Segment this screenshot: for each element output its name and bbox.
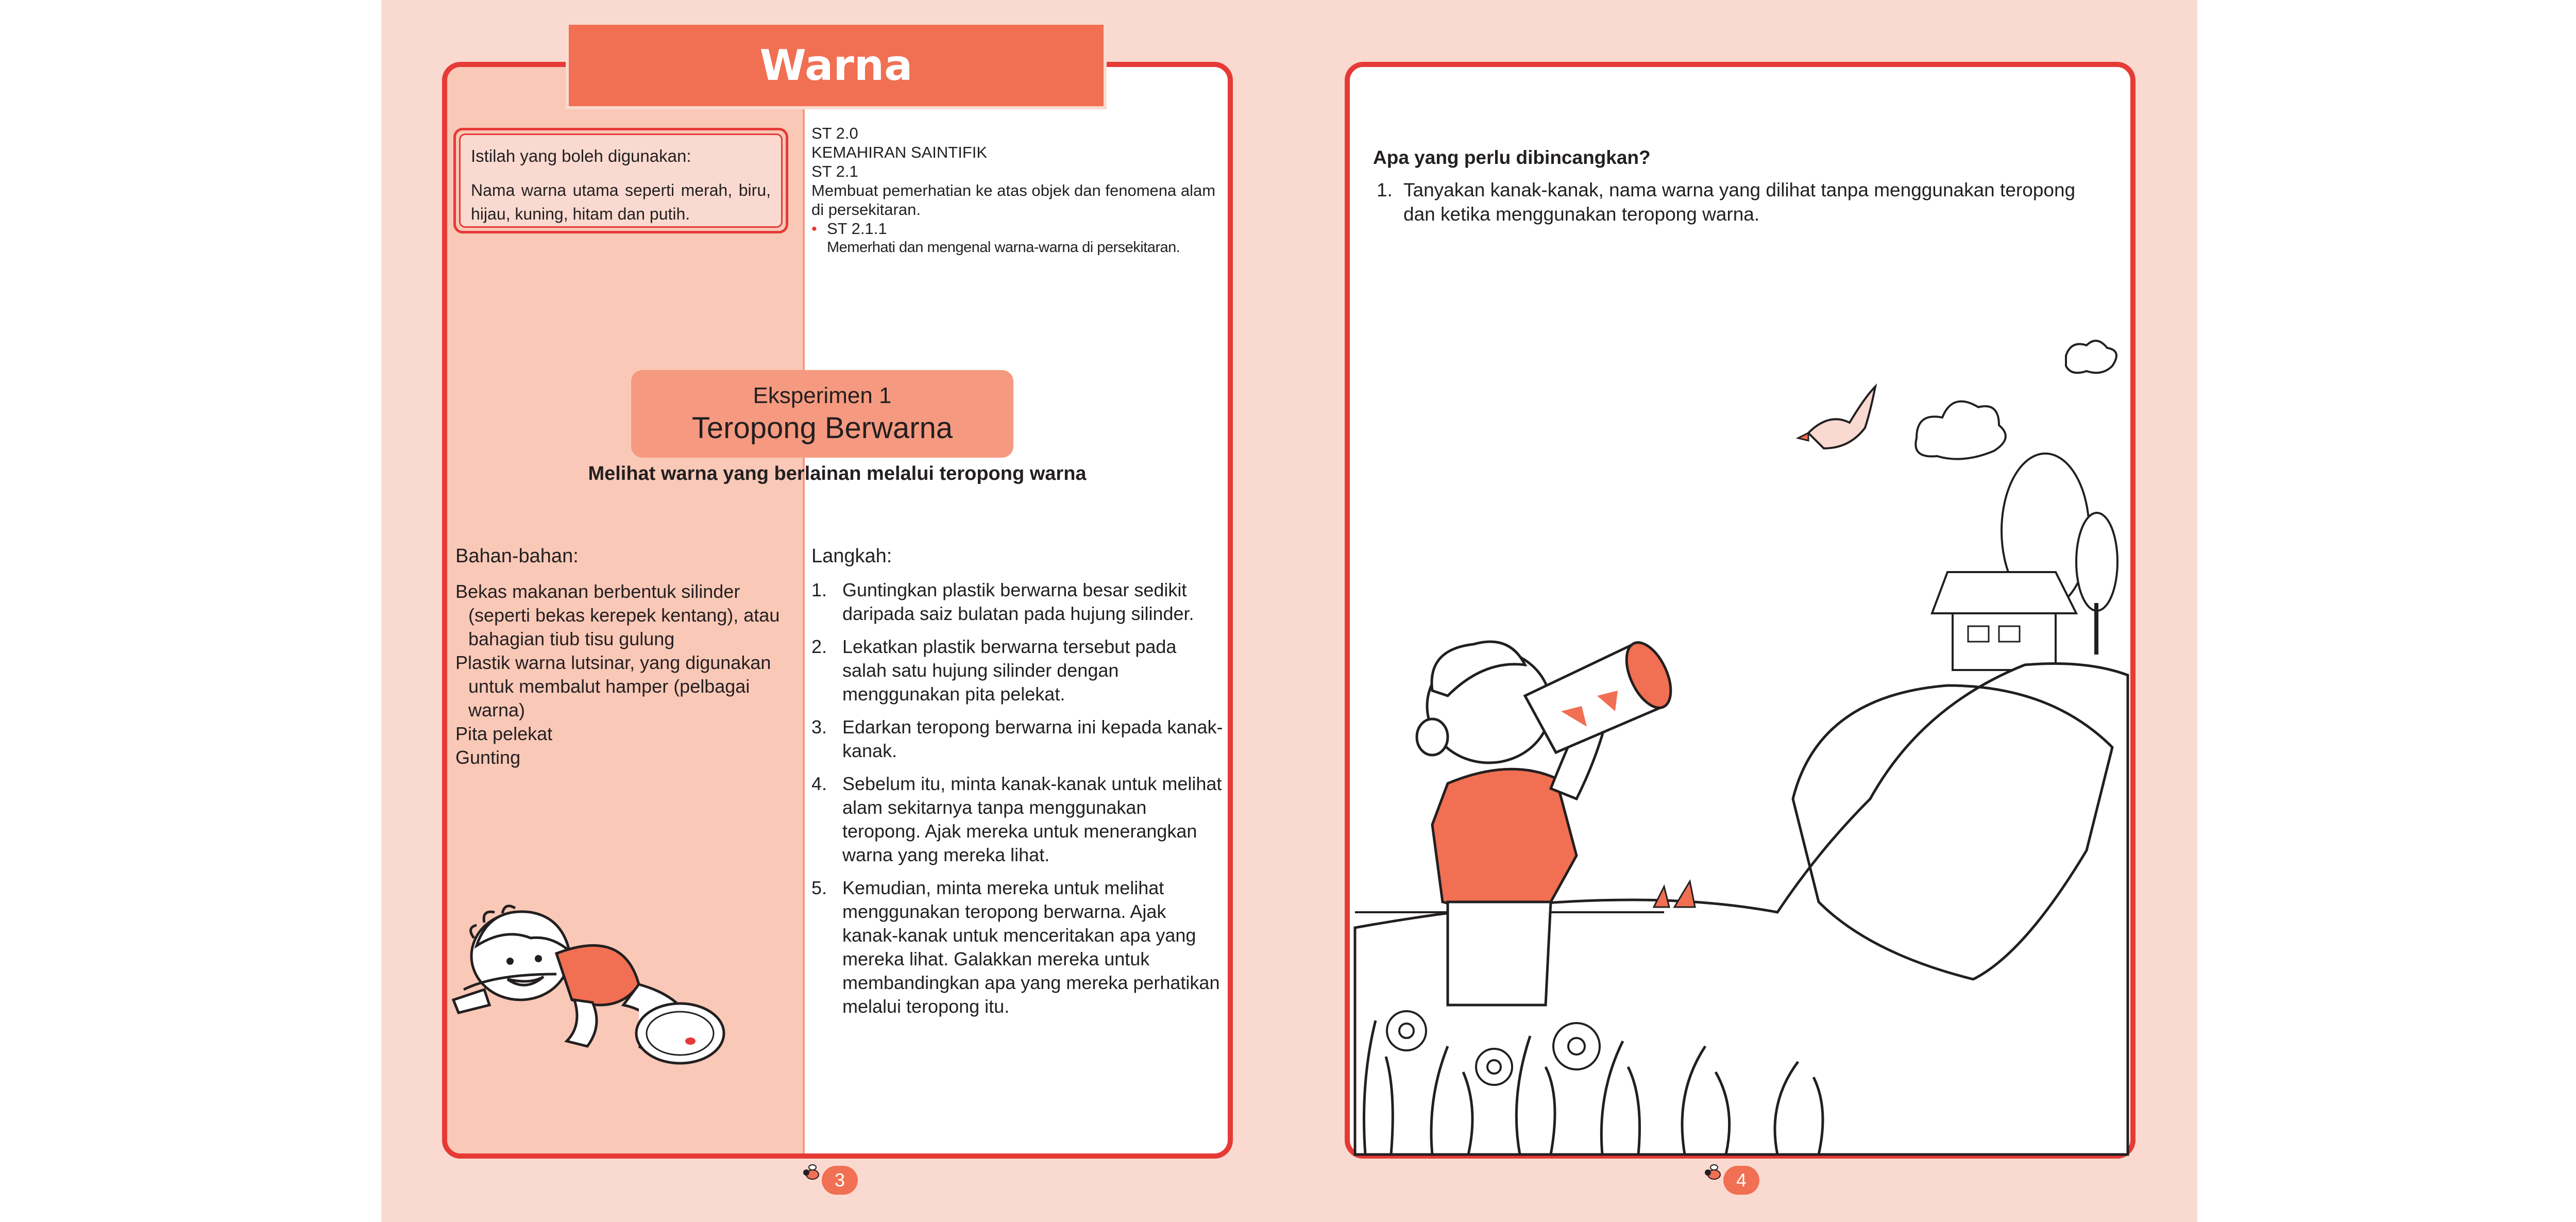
bee-icon: [801, 1162, 822, 1183]
page-number-right: 4: [1723, 1166, 1759, 1195]
page-number-left: 3: [822, 1166, 858, 1195]
bullet-icon: •: [811, 220, 817, 238]
st-sub: ST 2.1: [811, 162, 858, 180]
experiment-title: Teropong Berwarna: [691, 411, 953, 445]
step-item: 3. Edarkan teropong berwarna ini kepada kanak-kanak.: [811, 716, 1223, 761]
istilah-text: Nama warna utama seperti merah, biru, hijau, kuning, hitam dan putih.: [471, 181, 771, 223]
experiment-box: [631, 370, 1013, 458]
list-item: Pita pelekat: [455, 723, 553, 744]
bahan-list: [455, 580, 795, 769]
experiment-subtitle: Melihat warna yang berlainan melalui teropong warna: [588, 463, 1087, 484]
st-sub-desc: Membuat pemerhatian ke atas objek dan fenomena alam di persekitaran.: [811, 181, 1216, 219]
istilah-heading: Istilah yang boleh digunakan:: [471, 146, 691, 165]
page-title: Warna: [566, 22, 1107, 109]
step-item: 1. Guntingkan plastik berwarna besar sedikit daripada saiz bulatan pada hujung silinder.: [811, 579, 1194, 624]
child-crawling-illustration: [453, 897, 742, 1093]
bee-icon: [1703, 1162, 1723, 1183]
st-main: ST 2.0: [811, 124, 858, 142]
st-main-label: KEMAHIRAN SAINTIFIK: [811, 143, 988, 161]
step-item: 4. Sebelum itu, minta kanak-kanak untuk melihat alam sekitarnya tanpa menggunakan teropong. Ajak mereka untuk menerangkan warna yang mereka lihat.: [811, 773, 1222, 865]
step-item: 2. Lekatkan plastik berwarna tersebut pada salah satu hujung silinder dengan menggunakan pita pelekat.: [811, 636, 1177, 705]
bahan-heading: Bahan-bahan:: [455, 545, 579, 567]
experiment-number: Eksperimen 1: [753, 382, 892, 408]
discussion-heading: Apa yang perlu dibincangkan?: [1373, 147, 1651, 168]
list-item: Bekas makanan berbentuk silinder (seperti bekas kerepek kentang), atau bahagian tiub tisu gulung: [455, 581, 780, 649]
langkah-heading: Langkah:: [811, 545, 892, 567]
langkah-list: [811, 578, 1224, 1028]
step-item: 5. Kemudian, minta mereka untuk melihat menggunakan teropong berwarna. Ajak kanak-kanak untuk menceritakan apa yang mereka lihat. Galakkan mereka untuk membandingkan apa yang mereka perhatikan melalui teropong itu.: [811, 877, 1220, 1017]
list-item: Gunting: [455, 747, 521, 768]
list-item: Plastik warna lutsinar, yang digunakan untuk membalut hamper (pelbagai warna): [455, 652, 771, 721]
istilah-box: [453, 128, 788, 233]
standard-block: [811, 124, 1224, 257]
st-item-desc: Memerhati dan mengenal warna-warna di persekitaran.: [827, 239, 1180, 256]
discussion-item: 1. Tanyakan kanak-kanak, nama warna yang dilihat tanpa menggunakan teropong dan ketika menggunakan teropong warna.: [1377, 179, 2076, 225]
st-item: ST 2.1.1: [827, 220, 887, 238]
telescope-scene-illustration: [1355, 335, 2128, 1154]
